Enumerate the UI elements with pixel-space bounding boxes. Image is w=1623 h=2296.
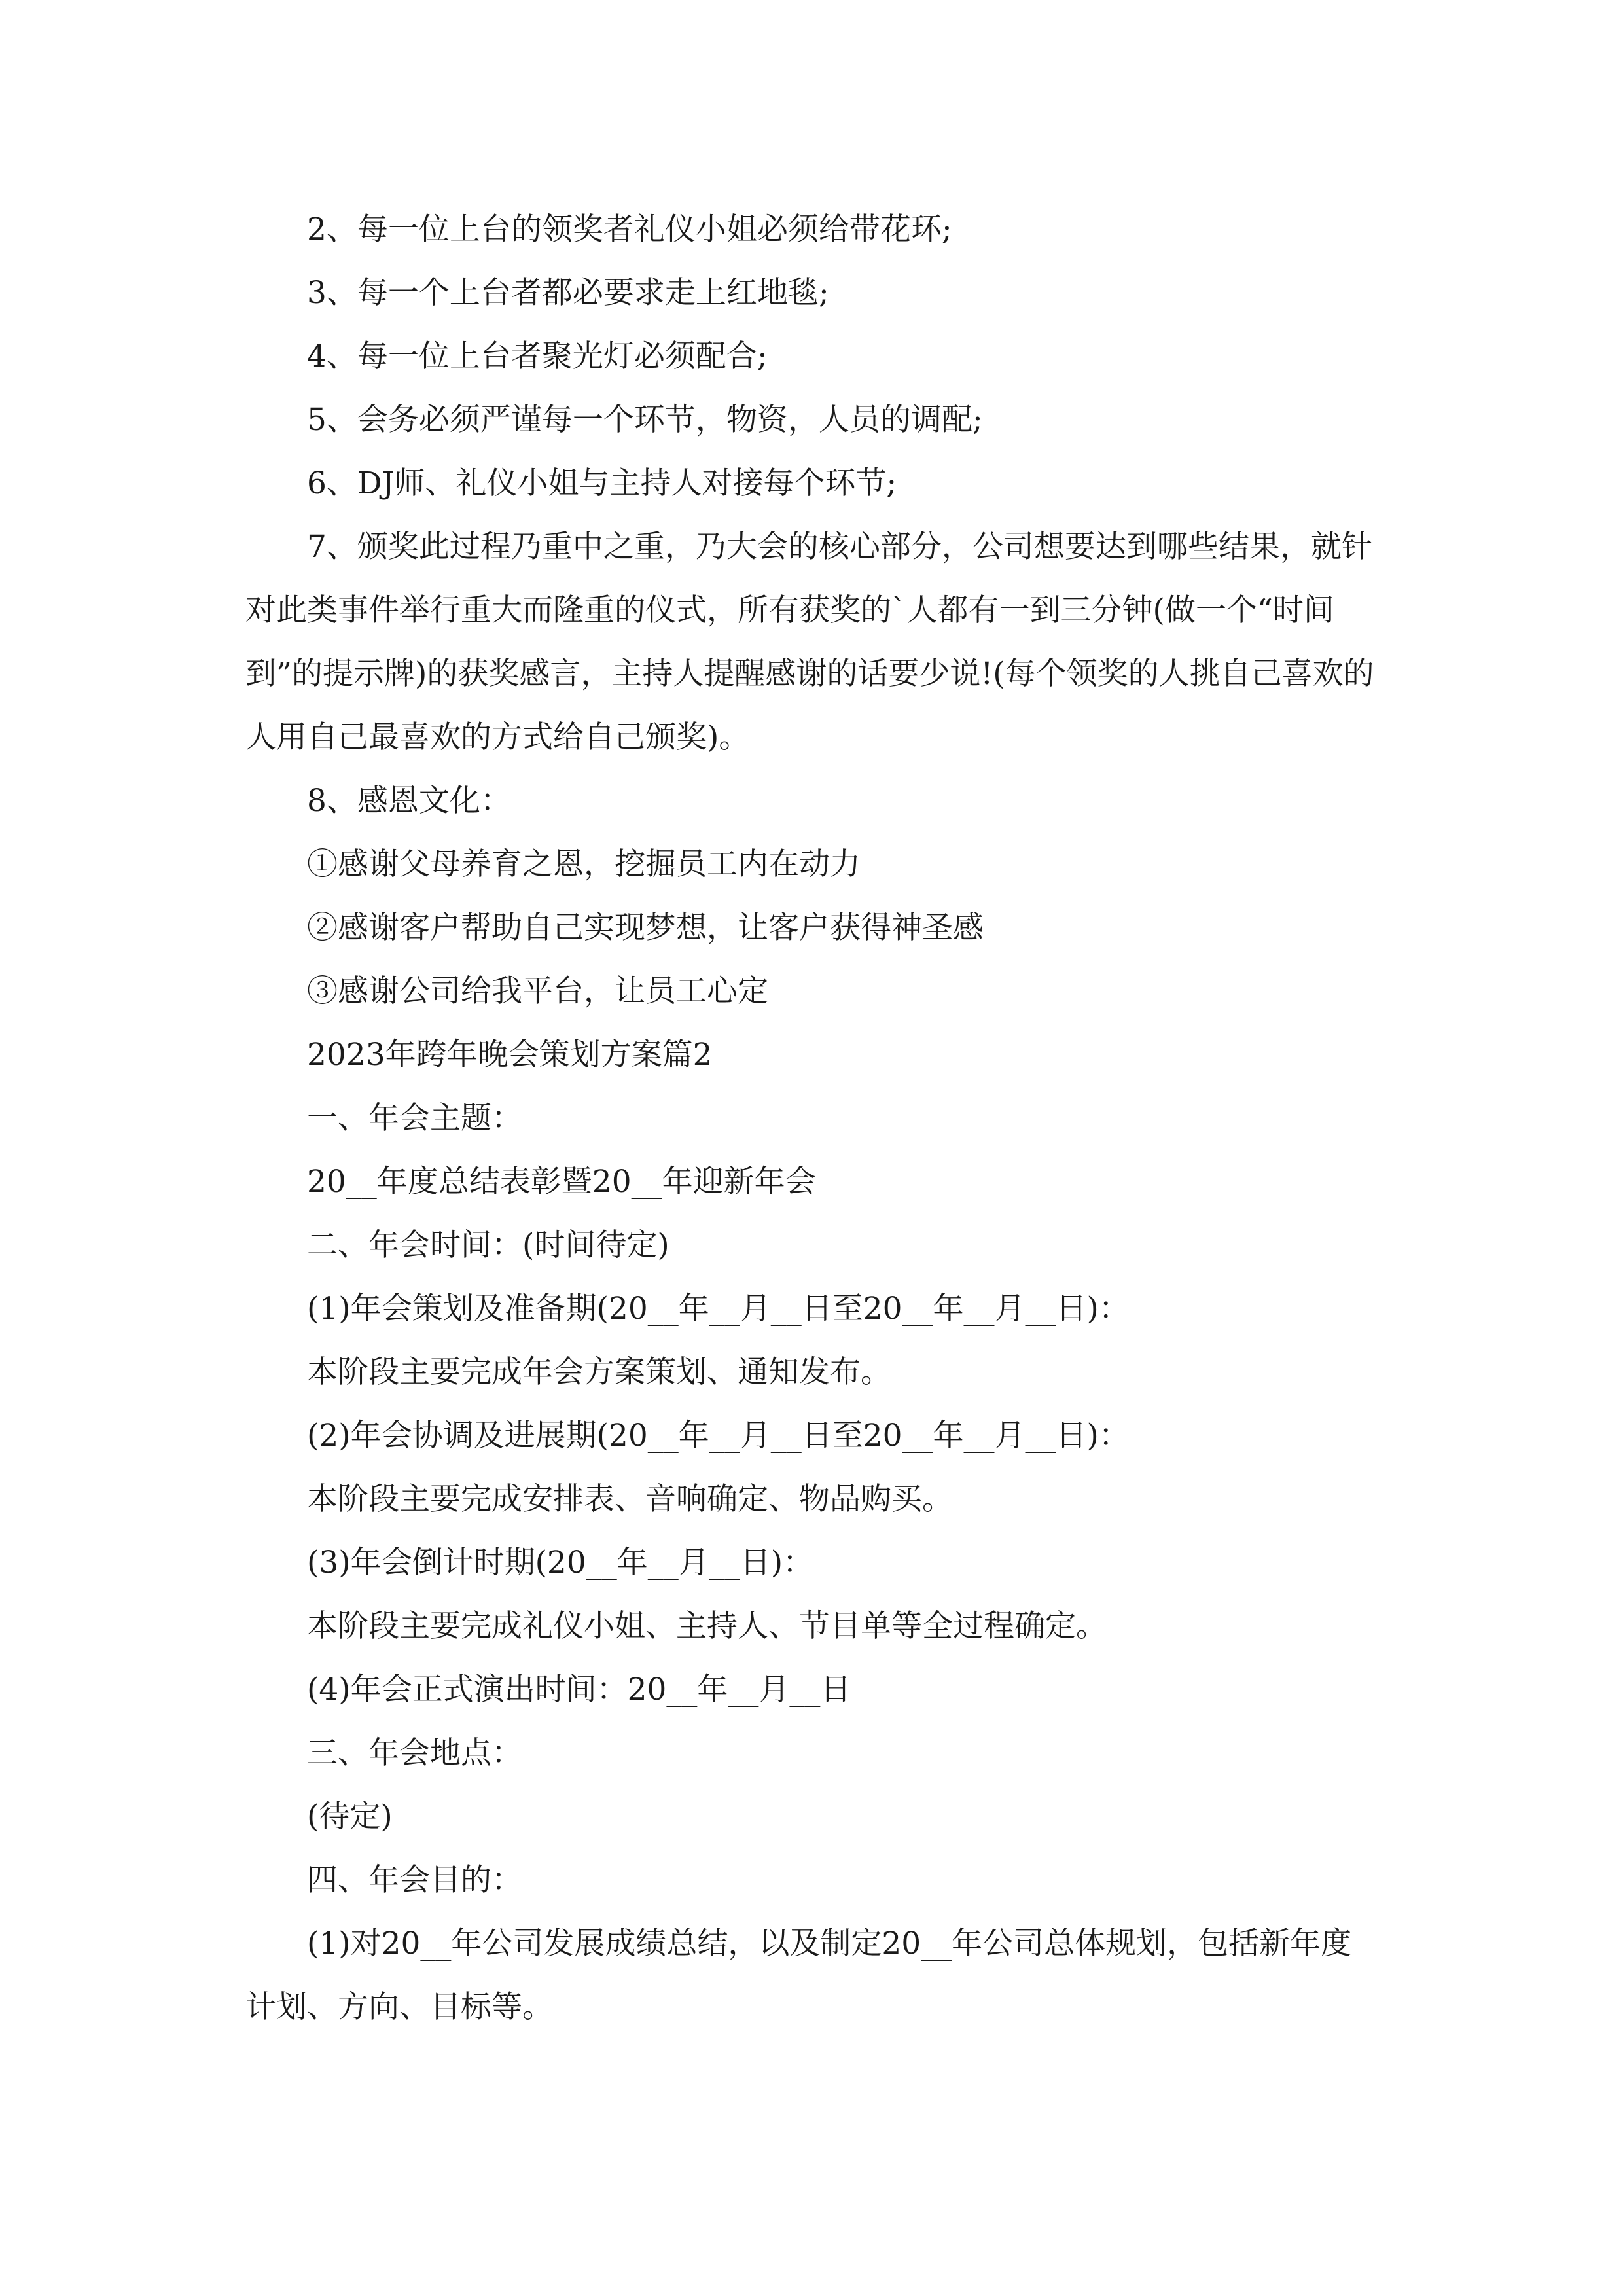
heading-location: 三、年会地点：: [307, 1735, 522, 1771]
gratitude-item-3: ③感谢公司给我平台，让员工心定: [307, 973, 768, 1009]
paragraph-item-3: 3、每一个上台者都必要求走上红地毯;: [307, 275, 829, 311]
time-phase-4: (4)年会正式演出时间：20__年__月__日: [307, 1672, 851, 1708]
paragraph-item-8: 8、感恩文化：: [307, 783, 511, 819]
theme-text: 20__年度总结表彰暨20__年迎新年会: [307, 1164, 816, 1200]
time-phase-2-desc: 本阶段主要完成安排表、音响确定、物品购买。: [307, 1481, 953, 1517]
paragraph-item-4: 4、每一位上台者聚光灯必须配合;: [307, 338, 768, 374]
time-phase-3-desc: 本阶段主要完成礼仪小姐、主持人、节目单等全过程确定。: [307, 1608, 1107, 1644]
heading-time: 二、年会时间：(时间待定): [307, 1227, 669, 1263]
location-text: (待定): [307, 1799, 393, 1835]
heading-purpose: 四、年会目的：: [307, 1862, 522, 1898]
gratitude-item-2: ②感谢客户帮助自己实现梦想，让客户获得神圣感: [307, 910, 984, 946]
document-body: [245, 198, 1378, 2039]
time-phase-3: (3)年会倒计时期(20__年__月__日)：: [307, 1545, 814, 1581]
paragraph-item-6: 6、DJ师、礼仪小姐与主持人对接每个环节;: [307, 465, 897, 501]
section-title: 2023年跨年晚会策划方案篇2: [307, 1037, 713, 1073]
paragraph-item-5: 5、会务必须严谨每一个环节，物资，人员的调配;: [307, 402, 983, 438]
purpose-item-1: (1)对20__年公司发展成绩总结，以及制定20__年公司总体规划，包括新年度计划、方向、目标等。: [245, 1926, 1352, 2025]
heading-theme: 一、年会主题：: [307, 1100, 522, 1136]
time-phase-1: (1)年会策划及准备期(20__年__月__日至20__年__月__日)：: [307, 1291, 1130, 1327]
paragraph-item-7: 7、颁奖此过程乃重中之重，乃大会的核心部分，公司想要达到哪些结果，就针对此类事件举行重大而隆重的仪式，所有获奖的`人都有一到三分钟(做一个“时间到”的提示牌)的获奖感言，主持人提醒感谢的话要少说!(每个领奖的人挑自己喜欢的人用自己最喜欢的方式给自己颁奖)。: [245, 529, 1374, 755]
gratitude-item-1: ①感谢父母养育之恩，挖掘员工内在动力: [307, 846, 861, 882]
time-phase-1-desc: 本阶段主要完成年会方案策划、通知发布。: [307, 1354, 891, 1390]
paragraph-item-2: 2、每一位上台的领奖者礼仪小姐必须给带花环;: [307, 211, 952, 247]
time-phase-2: (2)年会协调及进展期(20__年__月__日至20__年__月__日)：: [307, 1418, 1130, 1454]
